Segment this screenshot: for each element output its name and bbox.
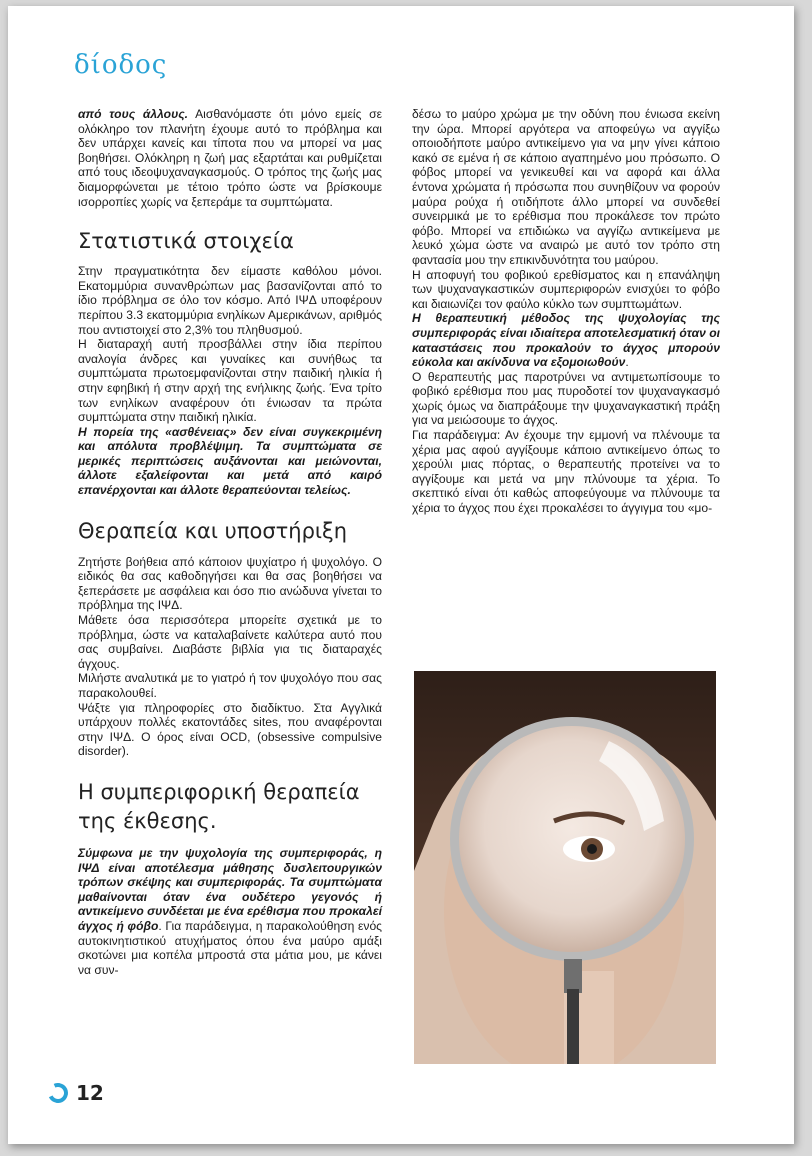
intro-text: Αισθανόμαστε ότι μόνο εμείς σε ολόκληρο τον πλανήτη έχουμε αυτό το πρόβλημα και δεν υπάρχει κανείς και τίποτα που να μπορεί να μας βοηθήσει. Ολόκληρη η ζωή μας εξαρτάται και ρυθμίζεται από τους ιδεοψυχαναγκασμούς. Ο τρόπος της ζωής μας διαμορφώνεται με τέτοιο τρόπο ώστε να βρίσκουμε ισορροπίες χωρίς να ξεπεράμε τα συμπτώματα. (78, 107, 383, 209)
stat-paragraph-1: Στην πραγματικότητα δεν είμαστε καθόλου μόνοι. Εκατομμύρια συνανθρώπων μας βασανίζονται από το ίδιο πρόβλημα σε όλο τον κόσμο. Από ΙΨΔ υποφέρουν περίπου 3.3 εκατομμύρια ενηλίκων Αμερικάνων, αριθμός που αντιστοιχεί στο 2,3% του πληθυσμού. (78, 264, 382, 337)
page-number-text: 12 (76, 1081, 104, 1105)
heading-statistics: Στατιστικά στοιχεία (78, 229, 294, 254)
photo-illustration (414, 671, 716, 1064)
right-paragraph-4: Ο θεραπευτής μας παροτρύνει να αντιμετωπίσουμε το φοβικό ερέθισμα που μας πυροδοτεί τον ψυχαναγκασμό χωρίς όμως να διαπράξουμε την ψυχαναγκαστική πράξη για να μειώσουμε το άγχος. (412, 369, 720, 428)
behavioral-text: . Για παράδειγμα, η παρακολούθηση ενός αυτοκινητιστικού ατυχήματος όπου ένα μαύρο αμάξι σκοτώνει μια κοπέλα μπροστά στα μάτια μου, με κάνει να συν- (78, 918, 383, 977)
intro-bold: από τους άλλους. (78, 107, 189, 121)
heading-therapy: Θεραπεία και υποστήριξη (78, 518, 348, 543)
page-ring-icon (45, 1080, 71, 1106)
therapy-paragraph-4: Ψάξτε για πληροφορίες στο διαδίκτυο. Στα Αγγλικά υπάρχουν πολλές εκατοντάδες sites, που αναφέρονται στην ΙΨΔ. Ο όρος είναι OCD, (obsessive compulsive disorder). (78, 700, 382, 759)
stat-paragraph-3: Η πορεία της «ασθένειας» δεν είναι συγκεκριμένη και απόλυτα προβλέψιμη. Τα συμπτώματα σε μερικές περιπτώσεις αυξάνονται και μειώνονται, άλλοτε εξαλείφονται και μετά από καιρό επανέρχονται και άλλοτε θεραπεύονται τελείως. (78, 424, 382, 498)
right-column (412, 107, 720, 516)
right-paragraph-5: Για παράδειγμα: Αν έχουμε την εμμονή να πλένουμε τα χέρια μας αφού αγγίξουμε κάποιο αντικείμενο όπως το χερούλι μιας πόρτας, ο θεραπευτής προτείνει να το αγγίξουμε και μετά να μην πλύνουμε τα χέρια. Το σκεπτικό είναι ότι καθώς αποφεύγουμε να πλύνουμε τα χέρια το άγχος που έχει προκαλέσει το άγγιγμα του «μο- (412, 428, 720, 516)
right-paragraph-2: Η αποφυγή του φοβικού ερεθίσματος και η επανάληψη των ψυχαναγκαστικών συμπεριφορών ενισχύει το φόβο και διαιωνίζει τον φαύλο κύκλο των συμπτωμάτων. (412, 267, 720, 311)
therapy-paragraph-2: Μάθετε όσα περισσότερα μπορείτε σχετικά με το πρόβλημα, ώστε να καταλαβαίνετε καλύτερα αυτό που σας συμβαίνει. Διαβάστε βιβλία για τις διαταραχές άγχους. (78, 613, 382, 671)
magnifying-glass-photo (414, 671, 716, 1064)
right-bold-end: . (625, 355, 629, 370)
therapy-paragraph-1: Ζητήστε βοήθεια από κάποιον ψυχίατρο ή ψυχολόγο. Ο ειδικός θα σας καθοδηγήσει και θα σας βοηθήσει να ξεπεράσετε με ασφάλεια και όσο πιο ανώδυνα γίνεται το πρόβλημα της ΙΨΔ. (78, 554, 382, 613)
therapy-paragraph-3: Μιλήστε αναλυτικά με το γιατρό ή τον ψυχολόγο που σας παρακολουθεί. (78, 671, 382, 700)
right-paragraph-1: δέσω το μαύρο χρώμα με την οδύνη που ένιωσα εκείνη την ώρα. Μπορεί αργότερα να αποφεύγω να αγγίξω οποιοδήποτε μαύρο αντικείμενο για να μην γίνει κάποιο κακό σε εμένα ή σε κάποιο αγαπημένο μου πρόσωπο. Ο φόβος μπορεί να γενικευθεί και να αφορά και άλλα έντονα χρώματα ή πρόσωπα που συνηθίζουν να φορούν μαύρα ρούχα ή οτιδήποτε άλλο μπορεί να συνδεθεί συνειρμικά με το ερέθισμα που προκάλεσε τον πρώτο φόβο. Μπορεί να επιδιώκω να αγγίζω αντικείμενα με λευκό χώμα ώστε να αναιρώ με αυτό τον τρόπο στη φαντασία μου την επικινδυνότητα του μαύρου. (412, 107, 720, 267)
behavioral-paragraph (78, 846, 382, 977)
right-bold: Η θεραπευτική μέθοδος της ψυχολογίας της συμπεριφοράς είναι ιδιαίτερα αποτελεσματική όταν οι καταστάσεις που προκαλούν το άγχος μπορούν εύκολα και ακίνδυνα να εξομοιωθούν (412, 311, 720, 370)
magazine-logo: δίοδος (74, 50, 168, 80)
behavioral-bold: Σύμφωνα με την ψυχολογία της συμπεριφοράς, η ΙΨΔ είναι αποτέλεσμα μάθησης δυσλειτουργικών τρόπων σκέψης και συμπεριφοράς. Τα συμπτώματα μαθαίνονται όταν ένα ουδέτερο γεγονός ή αντικείμενο συνδέεται με ένα ερέθισμα που προκαλεί άγχος ή φόβο (78, 845, 382, 933)
left-column (78, 107, 382, 977)
right-paragraph-3 (412, 311, 720, 369)
intro-paragraph (78, 107, 382, 209)
page-number (48, 1081, 104, 1105)
stat-paragraph-2: Η διαταραχή αυτή προσβάλλει στην ίδια περίπου αναλογία άνδρες και γυναίκες και συνήθως τα συμπτώματα πρωτοεμφανίζονται στην παιδική ηλικία ή στην εφηβική ή στην αρχή της ενήλικης ζωής. Ένα τρίτο των ενηλίκων αναφέρουν ότι ένιωσαν τα πρώτα συμπτώματα στην παιδική ηλικία. (78, 337, 382, 425)
heading-behavioral: Η συμπεριφορική θεραπεία της έκθεσης. (78, 779, 360, 833)
magazine-page (8, 6, 794, 1144)
